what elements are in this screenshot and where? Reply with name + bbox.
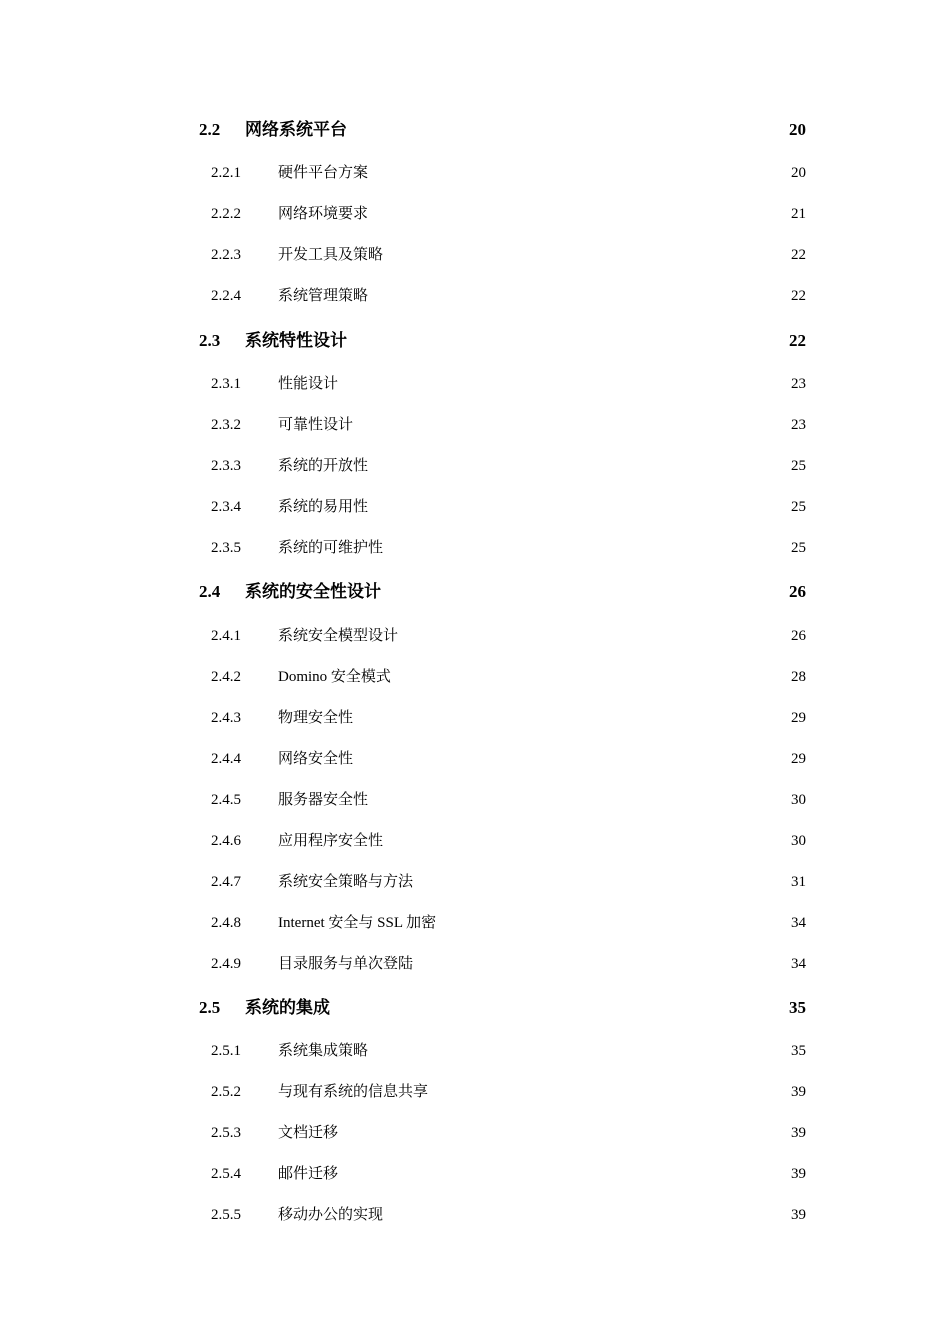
toc-entry-page: 25 [791, 540, 806, 556]
toc-entry-subsection [211, 1121, 806, 1145]
toc-entry-number: 2.4.9 [211, 956, 241, 972]
toc-entry-title: Internet 安全与 SSL 加密 [278, 915, 437, 931]
toc-entry-page: 30 [791, 792, 806, 808]
toc-entry-title: 系统的开放性 [278, 458, 369, 474]
toc-entry-subsection [211, 202, 806, 226]
toc-entry-title: 系统管理策略 [278, 288, 369, 304]
toc-entry-subsection [211, 665, 806, 689]
toc-entry-subsection [211, 911, 806, 935]
toc-entry-title: 网络系统平台 [245, 120, 347, 139]
toc-entry-page: 26 [789, 582, 806, 601]
toc-entry-number: 2.2.3 [211, 247, 241, 263]
toc-entry-page: 34 [791, 915, 806, 931]
toc-entry-title: 系统安全策略与方法 [278, 874, 414, 890]
toc-entry-number: 2.4.3 [211, 710, 241, 726]
toc-entry-page: 23 [791, 376, 806, 392]
toc-entry-page: 22 [791, 247, 806, 263]
toc-entry-section [199, 993, 806, 1017]
toc-entry-title: 目录服务与单次登陆 [278, 956, 414, 972]
toc-entry-subsection [211, 1039, 806, 1063]
toc-entry-number: 2.4.4 [211, 751, 241, 767]
toc-entry-section [199, 115, 806, 139]
toc-entry-subsection [211, 829, 806, 853]
toc-entry-number: 2.3.2 [211, 417, 241, 433]
toc-entry-page: 39 [791, 1125, 806, 1141]
toc-entry-subsection [211, 788, 806, 812]
toc-entry-subsection [211, 413, 806, 437]
toc-entry-title: Domino 安全模式 [278, 669, 391, 685]
toc-entry-number: 2.5.4 [211, 1166, 241, 1182]
toc-entry-title: 系统的集成 [245, 998, 330, 1017]
toc-entry-number: 2.4.8 [211, 915, 241, 931]
toc-entry-number: 2.3.4 [211, 499, 241, 515]
toc-entry-subsection [211, 536, 806, 560]
toc-entry-title: 系统集成策略 [278, 1043, 369, 1059]
toc-entry-number: 2.4.1 [211, 628, 241, 644]
toc-entry-page: 22 [789, 331, 806, 350]
toc-entry-number: 2.2.2 [211, 206, 241, 222]
toc-entry-page: 34 [791, 956, 806, 972]
toc-entry-section [199, 326, 806, 350]
toc-entry-page: 20 [789, 120, 806, 139]
toc-entry-number: 2.5.2 [211, 1084, 241, 1100]
toc-entry-subsection [211, 495, 806, 519]
toc-entry-page: 39 [791, 1207, 806, 1223]
toc-entry-title: 与现有系统的信息共享 [278, 1084, 429, 1100]
toc-entry-title: 网络环境要求 [278, 206, 369, 222]
toc-entry-subsection [211, 161, 806, 185]
toc-entry-page: 30 [791, 833, 806, 849]
toc-entry-title: 系统的可维护性 [278, 540, 384, 556]
toc-entry-number: 2.3.1 [211, 376, 241, 392]
toc-entry-page: 39 [791, 1084, 806, 1100]
toc-entry-title: 邮件迁移 [278, 1166, 339, 1182]
toc-entry-page: 21 [791, 206, 806, 222]
toc-entry-page: 35 [789, 998, 806, 1017]
toc-entry-subsection [211, 624, 806, 648]
toc-entry-title: 系统的安全性设计 [245, 582, 381, 601]
toc-entry-number: 2.3.5 [211, 540, 241, 556]
toc-entry-page: 23 [791, 417, 806, 433]
toc-entry-title: 系统特性设计 [245, 331, 347, 350]
toc-entry-number: 2.4.5 [211, 792, 241, 808]
toc-entry-title: 可靠性设计 [278, 417, 354, 433]
toc-entry-subsection [211, 1162, 806, 1186]
toc-entry-page: 20 [791, 165, 806, 181]
toc-entry-number: 2.2 [199, 120, 221, 139]
toc-entry-section [199, 577, 806, 601]
toc-entry-subsection [211, 706, 806, 730]
toc-entry-subsection [211, 952, 806, 976]
toc-entry-subsection [211, 284, 806, 308]
toc-entry-page: 35 [791, 1043, 806, 1059]
toc-entry-page: 29 [791, 751, 806, 767]
toc-entry-page: 25 [791, 458, 806, 474]
toc-entry-subsection [211, 243, 806, 267]
toc-entry-page: 29 [791, 710, 806, 726]
toc-entry-number: 2.3.3 [211, 458, 241, 474]
toc-entry-title: 系统安全模型设计 [278, 628, 399, 644]
toc-entry-number: 2.2.4 [211, 288, 241, 304]
toc-entry-title: 系统的易用性 [278, 499, 369, 515]
toc-entry-subsection [211, 1203, 806, 1227]
toc-entry-title: 物理安全性 [278, 710, 354, 726]
toc-entry-number: 2.5.1 [211, 1043, 241, 1059]
toc-entry-title: 应用程序安全性 [278, 833, 384, 849]
toc-entry-page: 39 [791, 1166, 806, 1182]
toc-entry-title: 文档迁移 [278, 1125, 339, 1141]
toc-entry-title: 网络安全性 [278, 751, 354, 767]
toc-entry-number: 2.3 [199, 331, 221, 350]
toc-entry-title: 性能设计 [278, 376, 339, 392]
toc-entry-title: 硬件平台方案 [278, 165, 369, 181]
toc-entry-number: 2.5.3 [211, 1125, 241, 1141]
toc-entry-subsection [211, 870, 806, 894]
toc-entry-number: 2.5.5 [211, 1207, 241, 1223]
toc-entry-subsection [211, 454, 806, 478]
toc-entry-page: 25 [791, 499, 806, 515]
toc-entry-page: 28 [791, 669, 806, 685]
toc-entry-subsection [211, 1080, 806, 1104]
toc-entry-subsection [211, 747, 806, 771]
toc-entry-number: 2.4.7 [211, 874, 241, 890]
toc-entry-title: 开发工具及策略 [278, 247, 384, 263]
toc-entry-title: 服务器安全性 [278, 792, 369, 808]
toc-entry-number: 2.4 [199, 582, 221, 601]
toc-entry-number: 2.5 [199, 998, 221, 1017]
toc-entry-page: 22 [791, 288, 806, 304]
toc-entry-number: 2.2.1 [211, 165, 241, 181]
toc-entry-page: 26 [791, 628, 806, 644]
toc-entry-number: 2.4.2 [211, 669, 241, 685]
toc-entry-subsection [211, 372, 806, 396]
toc-entry-title: 移动办公的实现 [278, 1207, 384, 1223]
toc-entry-page: 31 [791, 874, 806, 890]
toc-entry-number: 2.4.6 [211, 833, 241, 849]
